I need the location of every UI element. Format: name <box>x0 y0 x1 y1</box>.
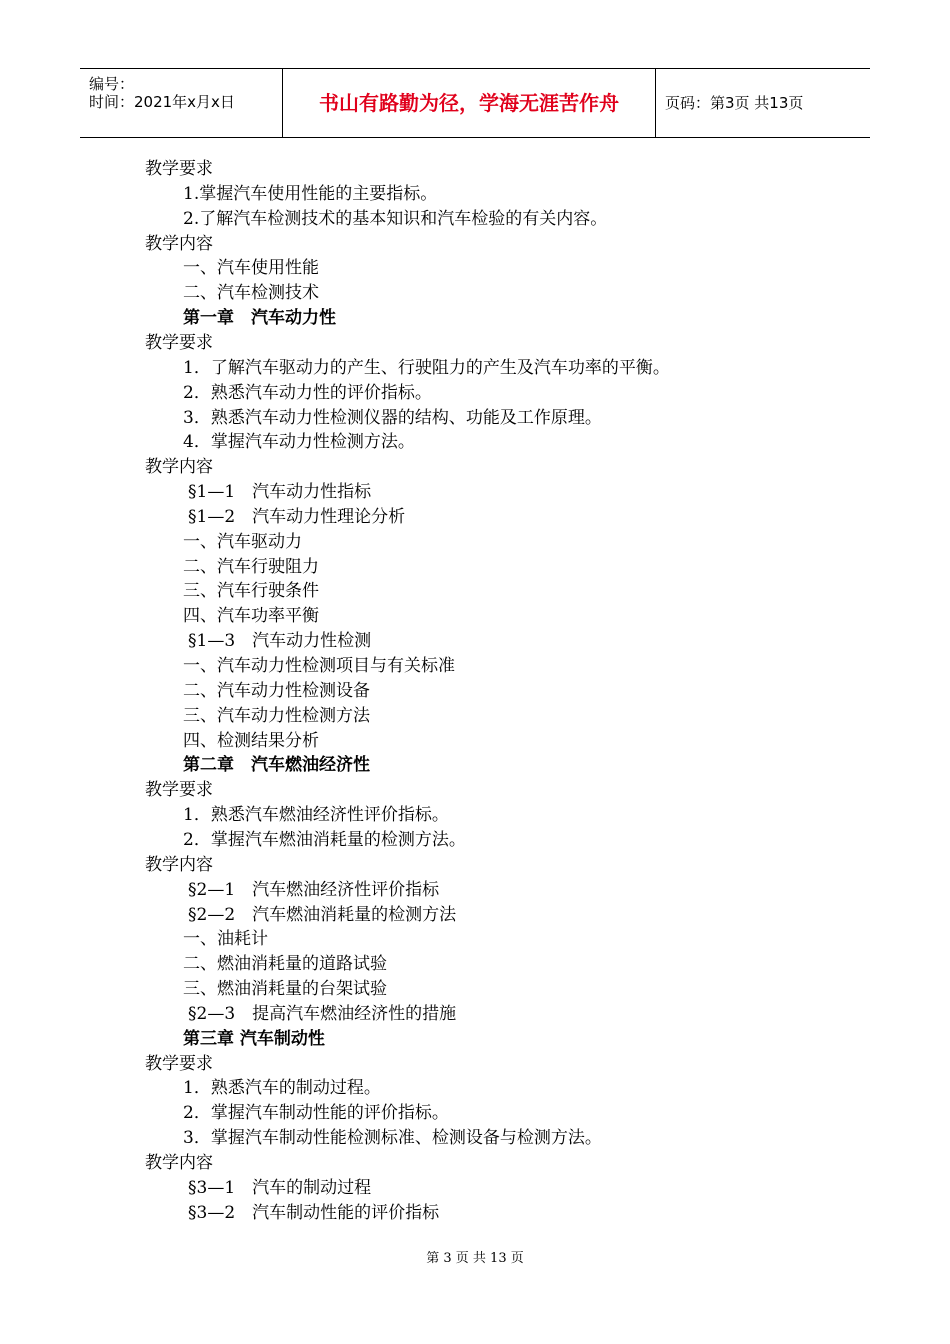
header-time-label: 时间：2021年x月x日 <box>89 93 235 111</box>
list-item: 3．掌握汽车制动性能检测标准、检测设备与检测方法。 <box>183 1128 602 1149</box>
section-heading: 教学要求 <box>145 1053 213 1074</box>
list-item: 三、汽车动力性检测方法 <box>183 705 370 726</box>
subsection-heading: §3—2 汽车制动性能的评价指标 <box>188 1202 440 1223</box>
header-meta <box>80 69 282 137</box>
header-divider <box>655 69 656 137</box>
list-item: 二、汽车检测技术 <box>183 283 319 304</box>
list-item: 3．熟悉汽车动力性检测仪器的结构、功能及工作原理。 <box>183 407 602 428</box>
chapter-title: 第二章 汽车燃油经济性 <box>183 755 370 776</box>
section-heading: 教学内容 <box>145 457 213 478</box>
header-page-info: 页码：第3页 共13页 <box>665 94 804 112</box>
footer-page-label: 第 3 页 共 13 页 <box>426 1251 524 1266</box>
list-item: 2．掌握汽车制动性能的评价指标。 <box>183 1103 449 1124</box>
list-item: 1．熟悉汽车燃油经济性评价指标。 <box>183 805 449 826</box>
list-item: 一、汽车使用性能 <box>183 258 319 279</box>
list-item: 2.了解汽车检测技术的基本知识和汽车检验的有关内容。 <box>183 208 608 229</box>
subsection-heading: §2—2 汽车燃油消耗量的检测方法 <box>188 904 457 925</box>
header-number-label: 编号： <box>89 75 135 93</box>
subsection-heading: §3—1 汽车的制动过程 <box>188 1177 372 1198</box>
list-item: 四、检测结果分析 <box>183 730 319 751</box>
subsection-heading: §2—1 汽车燃油经济性评价指标 <box>188 879 440 900</box>
subsection-heading: §2—3 提高汽车燃油经济性的措施 <box>188 1003 457 1024</box>
section-heading: 教学要求 <box>145 159 213 179</box>
list-item: 三、汽车行驶条件 <box>183 581 319 602</box>
list-item: 三、燃油消耗量的台架试验 <box>183 979 387 1000</box>
section-heading: 教学内容 <box>145 233 213 254</box>
list-item: 二、汽车动力性检测设备 <box>183 680 370 701</box>
subsection-heading: §1—3 汽车动力性检测 <box>188 631 372 652</box>
list-item: 一、汽车驱动力 <box>183 531 302 552</box>
section-heading: 教学内容 <box>145 1153 213 1173</box>
header-motto: 书山有路勤为径，学海无涯苦作舟 <box>319 91 619 115</box>
list-item: 1．熟悉汽车的制动过程。 <box>183 1078 381 1099</box>
list-item: 四、汽车功率平衡 <box>183 606 319 627</box>
page-footer <box>0 1247 950 1266</box>
chapter-title: 第三章 汽车制动性 <box>183 1028 325 1049</box>
section-heading: 教学要求 <box>145 332 213 353</box>
list-item: 2．熟悉汽车动力性的评价指标。 <box>183 382 432 403</box>
list-item: 1．了解汽车驱动力的产生、行驶阻力的产生及汽车功率的平衡。 <box>183 357 670 378</box>
list-item: 二、燃油消耗量的道路试验 <box>183 954 387 975</box>
section-heading: 教学要求 <box>145 780 213 801</box>
section-heading: 教学内容 <box>145 854 213 875</box>
list-item: 4．掌握汽车动力性检测方法。 <box>183 432 415 453</box>
list-item: 二、汽车行驶阻力 <box>183 556 319 577</box>
page-header <box>80 68 870 138</box>
chapter-title: 第一章 汽车动力性 <box>183 308 336 329</box>
subsection-heading: §1—2 汽车动力性理论分析 <box>188 506 406 527</box>
subsection-heading: §1—1 汽车动力性指标 <box>188 482 372 503</box>
list-item: 1.掌握汽车使用性能的主要指标。 <box>183 183 438 204</box>
list-item: 一、汽车动力性检测项目与有关标准 <box>183 656 455 676</box>
list-item: 2．掌握汽车燃油消耗量的检测方法。 <box>183 829 466 850</box>
list-item: 一、油耗计 <box>183 929 268 950</box>
